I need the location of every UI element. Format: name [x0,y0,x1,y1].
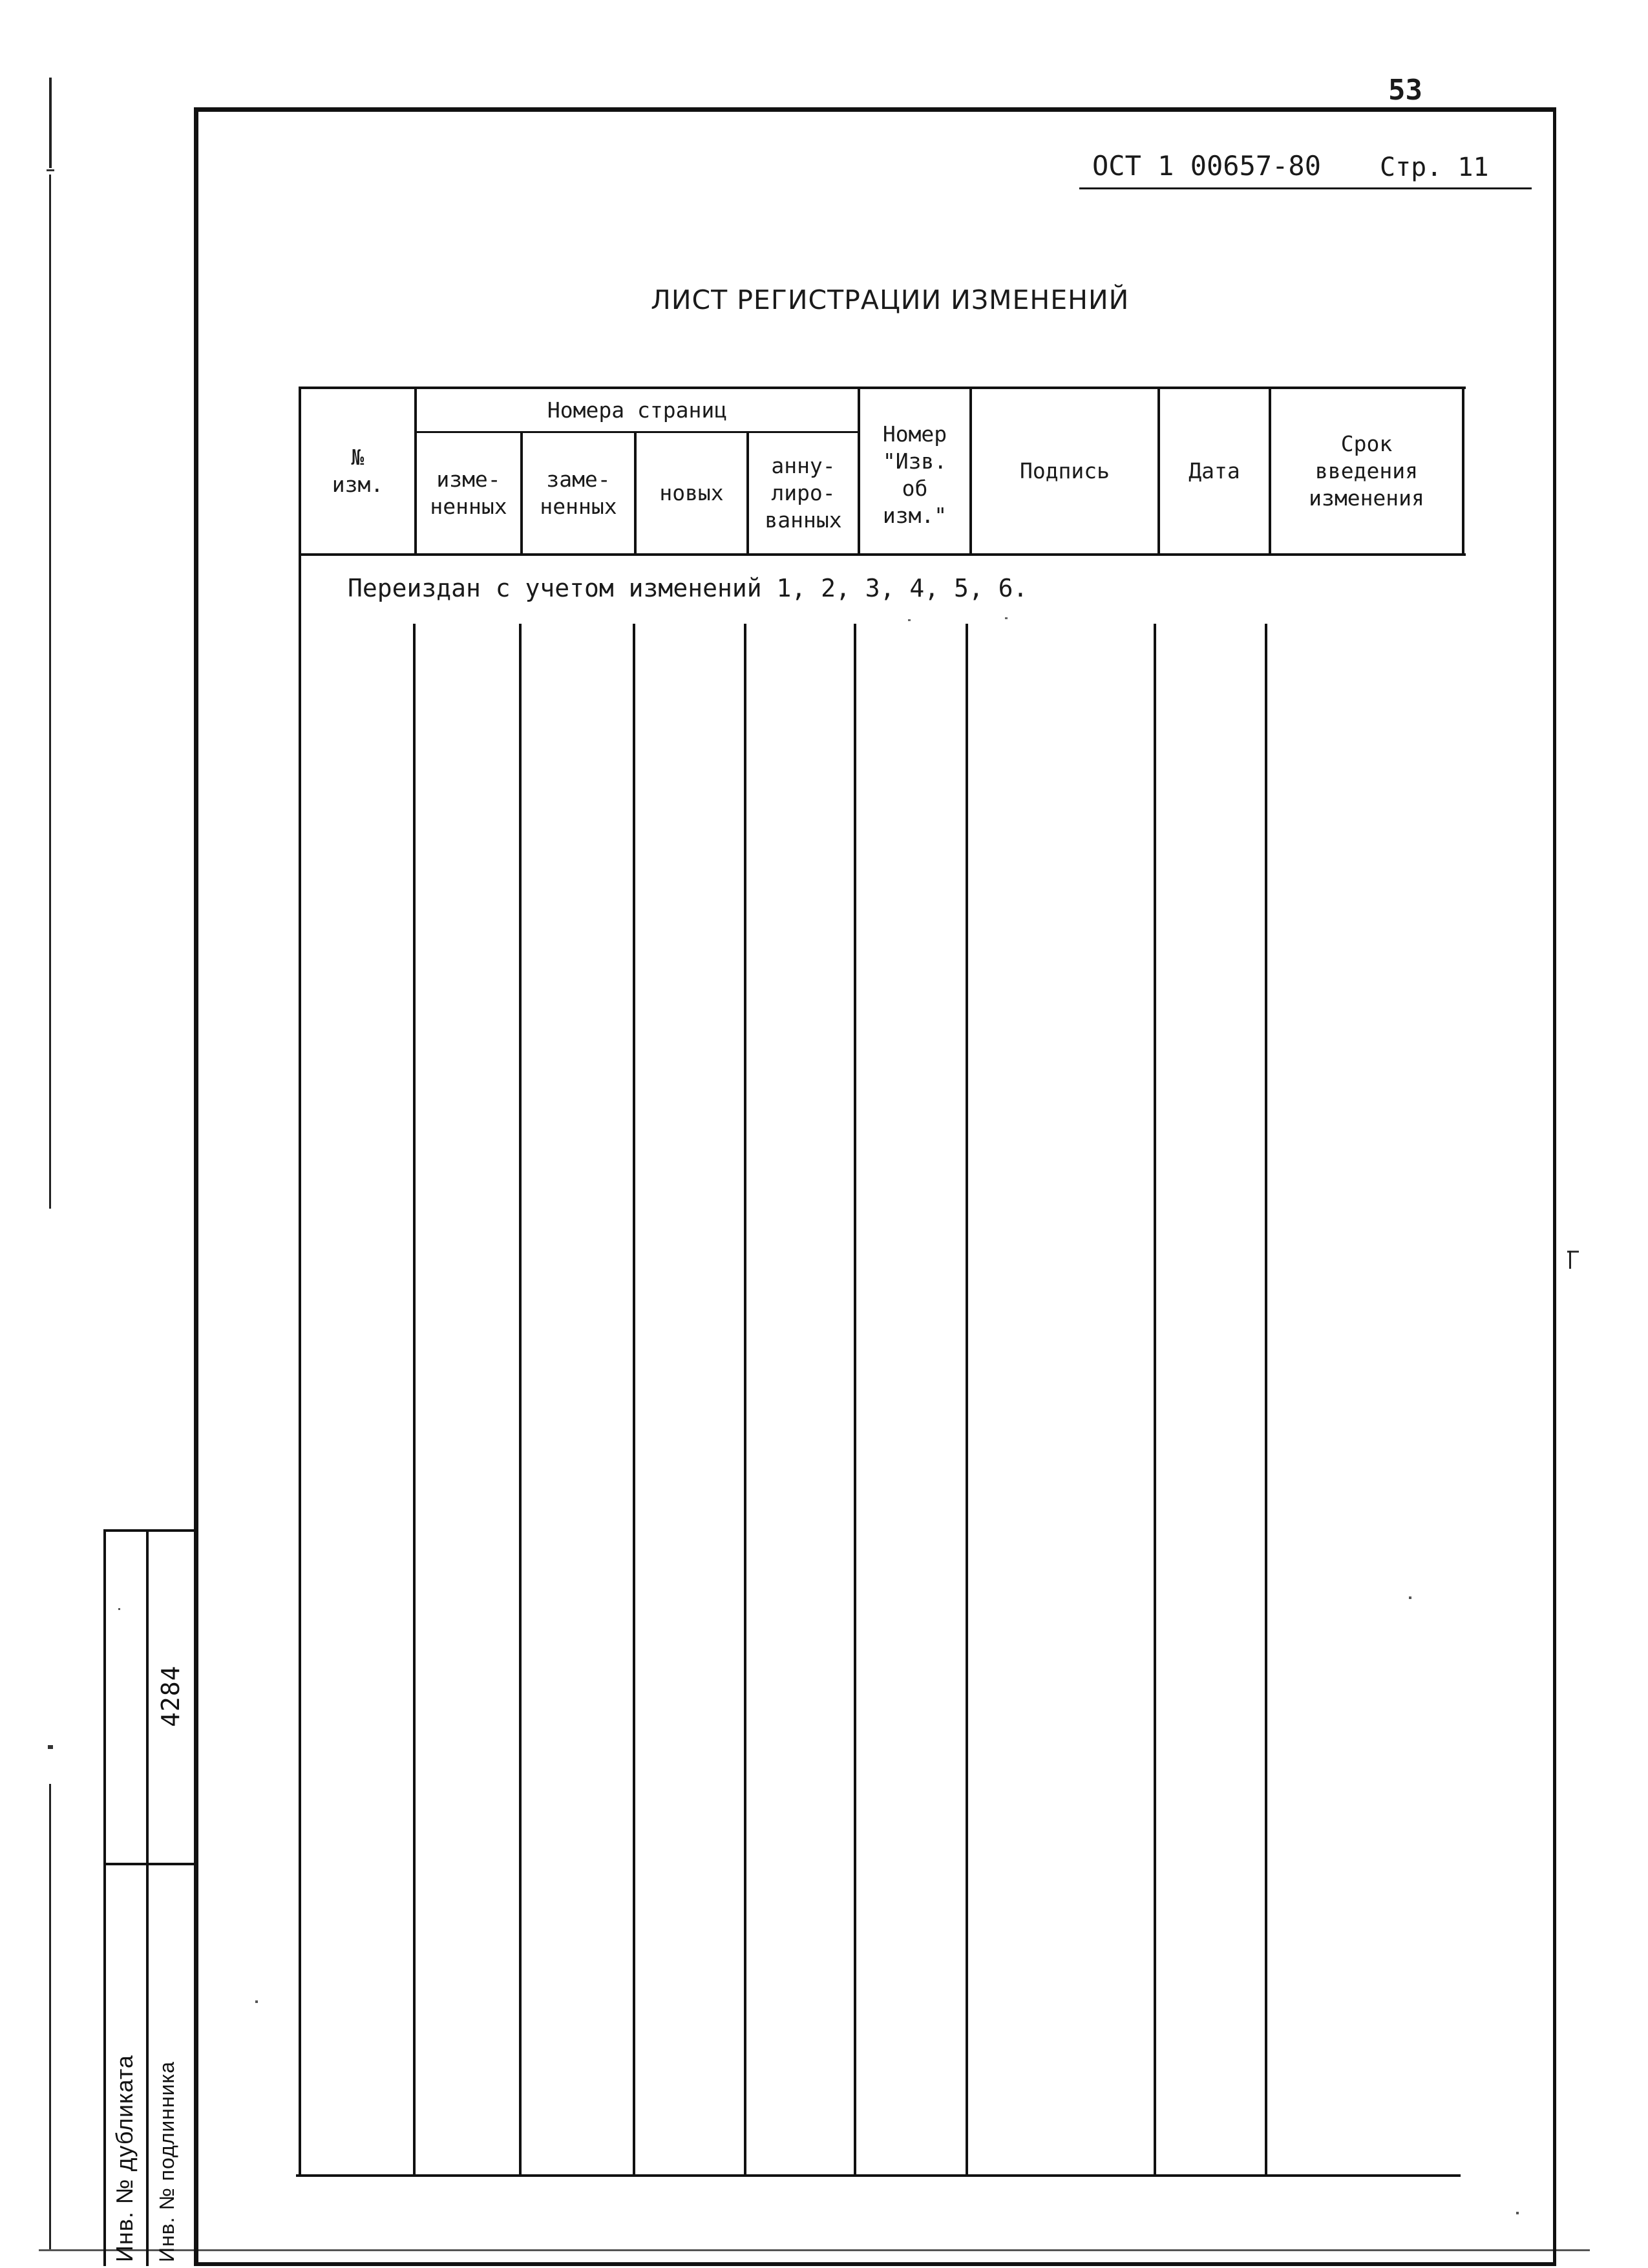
header-replaced-pages: заме- ненных [540,467,617,519]
column-divider [633,624,635,2175]
scan-speck [1409,1596,1411,1599]
column-divider [744,624,746,2175]
reissue-note: Переиздан с учетом изменений 1, 2, 3, 4, 5, 6. [348,574,1028,602]
header-new-pages: новых [659,480,724,505]
stamp-left-border [103,1531,106,2266]
inventory-duplicate-label: Инв. № дубликата [111,2055,138,2262]
page-title: ЛИСТ РЕГИСТРАЦИИ ИЗМЕНЕНИЙ [651,284,1130,315]
stamp-top-border [103,1529,196,1532]
header-change-number: № изм. [332,445,384,497]
scan-edge-tick [48,1745,53,1749]
scan-edge-tick [47,169,54,171]
column-divider [1154,624,1156,2175]
column-divider [854,624,856,2175]
header-page-numbers-group: Номера страниц [547,397,728,423]
table-header-bottom-border [301,553,1466,556]
scan-edge-line [49,175,51,1209]
column-divider [1265,624,1267,2175]
header-date: Дата [1188,458,1240,483]
column-divider [519,624,522,2175]
stamp-middle-border [146,1531,149,2266]
column-divider [966,624,968,2175]
scan-edge-line [49,1784,51,2249]
inventory-original-number: 4284 [156,1665,185,1727]
header-cancelled-pages: анну- лиро- ванных [765,453,842,533]
scan-speck [255,2000,258,2003]
scan-speck [1516,2212,1519,2214]
document-code: ОСТ 1 00657-80 [1092,150,1322,182]
header-notice-number: Номер "Изв. об изм." [882,421,947,528]
table-right-border [1462,387,1464,556]
header-underline [1079,187,1532,189]
scan-speck [1005,617,1008,619]
stamp-divider [103,1863,196,1865]
scan-speck [118,1608,120,1610]
scan-speck [908,619,911,621]
column-divider [413,624,416,2175]
table-bottom-border [296,2174,1461,2177]
scan-edge-tick [1569,1251,1571,1269]
header-signature: Подпись [1019,458,1110,483]
header-changed-pages: изме- ненных [430,467,507,519]
page-number: 53 [1388,74,1422,107]
scan-edge-line [49,78,52,168]
page-reference: Стр. 11 [1380,153,1489,182]
header-effective-term: Срок введения изменения [1309,431,1424,511]
table-left-border [299,387,301,2177]
inventory-original-label: Инв. № подлинника [155,2061,178,2262]
